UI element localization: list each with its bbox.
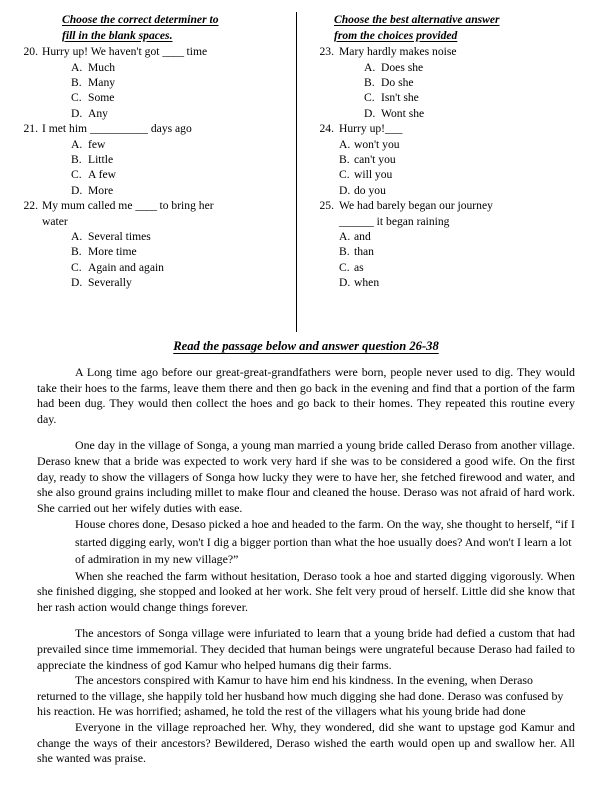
question-20-stem-pre: Hurry up! We haven't got [42,45,160,59]
passage-paragraph-1: A Long time ago before our great-great-grandfathers were born, people never used to dig. They would take their hoes to the farms, leave them there and then go back in the evening and find that a portion of the farm had been dug. They would then collect the hoes and go back to their homes. They repeated this routine every day. [37,365,575,426]
passage-heading [0,338,612,355]
option-24-b-letter: B. [339,153,350,167]
option-23-d[interactable] [364,106,580,121]
passage-paragraph-2: One day in the village of Songa, a young man married a young bride called Deraso from another village. Deraso knew that a bride was expected to work very hard if she was to be considered a good wife. On the first day, ready to show the villagers of Songa how lucky they were to have her, she fetched firewood and water, and she also ground grains including millet to make flour and cleaned the house. Deraso was not afraid of hard work. She carried out her wifely duties with ease. [37,438,575,515]
question-22-stem-pre: My mum called me [42,199,133,213]
option-23-c[interactable] [364,90,580,105]
option-23-a-text: Does she [381,60,424,74]
option-22-d-text: Severally [88,276,132,290]
option-20-c-text: Some [88,91,115,105]
question-24-text: Hurry up!___ [339,122,403,136]
question-22-options [18,229,286,291]
question-22-number: 22. [23,199,38,213]
option-23-a-letter: A. [364,60,376,74]
multiple-choice-section [0,0,612,334]
option-25-c-letter: C. [339,260,350,274]
option-24-a-letter: A. [339,137,351,151]
question-20-text [42,44,286,59]
option-25-d-text: when [354,276,380,290]
question-24 [312,121,580,198]
option-23-d-text: Wont she [381,106,425,120]
option-23-b-letter: B. [364,76,375,89]
passage-paragraph-5: The ancestors of Songa village were infuriated to learn that a young bride had defied a custom that had prevailed since time immemorial. They decided that human beings were ungrateful because Deraso had failed to appreciate the kindness of god Kamur who helped humans dig their farms. [37,626,575,672]
option-22-c[interactable] [71,260,286,275]
option-22-b-letter: B. [71,245,82,259]
question-25 [312,198,580,290]
question-23-stem [312,44,580,59]
question-21-stem-post: days ago [150,122,192,136]
option-20-b-text: Many [88,76,116,89]
option-21-c-text: A few [88,168,117,182]
option-20-d-letter: D. [71,106,83,120]
option-24-a[interactable] [339,137,580,152]
option-24-b[interactable] [339,152,580,167]
option-20-a-letter: A. [71,60,83,74]
question-25-number: 25. [319,199,334,213]
option-23-b[interactable] [364,75,580,90]
option-23-b-text: Do she [381,76,414,89]
passage-paragraph-3: House chores done, Desaso picked a hoe and headed to the farm. On the way, she thought to herself, “if I started digging early, won't I dig a bigger portion than what the hoe usually does? And won't I learn a lot of admiration in my new village?” [75,517,575,567]
option-21-d-text: More [88,183,114,197]
option-23-c-text: Isn't she [381,91,419,105]
question-21-stem-pre: I met him [42,122,88,136]
option-22-a-letter: A. [71,230,83,244]
passage-section [0,338,612,767]
option-23-c-letter: C. [364,91,375,105]
question-21-number: 21. [23,122,38,136]
option-22-b[interactable] [71,244,286,259]
question-25-continuation: ______ it began raining [339,214,450,228]
option-25-d[interactable] [339,275,580,290]
left-column-heading [18,12,286,43]
option-22-a-text: Several times [88,230,151,244]
passage-body [37,365,575,767]
option-21-b-letter: B. [71,153,82,167]
option-22-b-text: More time [88,245,137,259]
option-24-c-letter: C. [339,168,350,182]
question-22 [18,198,286,290]
passage-heading-text: Read the passage below and answer question 26-38 [173,339,439,353]
question-23-number: 23. [319,45,334,59]
option-20-a[interactable] [71,60,286,75]
option-25-d-letter: D. [339,276,351,290]
option-25-a-letter: A. [339,230,351,244]
question-22-stem-post: to bring her [159,199,214,213]
option-21-d-letter: D. [71,183,83,197]
question-22-text [42,198,286,213]
option-21-a-text: few [88,137,106,151]
option-20-d-text: Any [88,106,108,120]
option-21-b-text: Little [88,153,114,167]
question-23-options [312,60,580,122]
right-column-heading-line2: from the choices provided [334,28,458,42]
option-24-d[interactable] [339,183,580,198]
passage-paragraph-4: When she reached the farm without hesitation, Deraso took a hoe and started digging vigorously. When she finished digging, she stopped and looked at her work. She felt very proud of herself. Little did she know that her rash action would change things forever. [37,568,575,614]
question-23-text: Mary hardly makes noise [339,45,457,59]
option-24-d-text: do you [354,183,386,197]
question-21-options [18,137,286,199]
question-20-blank [162,45,183,58]
option-22-d[interactable] [71,275,286,290]
option-21-c-letter: C. [71,168,82,182]
option-24-c[interactable] [339,167,580,182]
option-23-a[interactable] [364,60,580,75]
option-25-a-text: and [354,230,371,244]
left-column-heading-line1: Choose the correct determiner to [62,13,219,26]
option-25-a[interactable] [339,229,580,244]
option-24-b-text: can't you [354,153,396,167]
question-20-stem [18,44,286,59]
question-20-options [18,60,286,122]
right-column-heading [312,12,580,43]
question-25-stem [312,198,580,213]
option-22-c-text: Again and again [88,260,164,274]
option-20-c-letter: C. [71,91,82,105]
option-25-b-letter: B. [339,245,350,259]
question-21-stem [18,121,286,136]
passage-paragraph-7: Everyone in the village reproached her. Why, they wondered, did she want to upstage god Kamur and change the ways of their ancestors? Bewildered, Deraso wished the earth would open up and swallow her. All she wanted was praise. [37,719,575,766]
option-25-b-text: than [354,245,374,259]
option-22-c-letter: C. [71,260,82,274]
option-20-d[interactable] [71,106,286,121]
option-20-c[interactable] [71,90,286,105]
question-24-options [312,137,580,199]
option-22-d-letter: D. [71,276,83,290]
option-20-b[interactable] [71,75,286,90]
right-column-heading-line1: Choose the best alternative answer [334,13,500,26]
mcq-left-column [18,12,286,291]
question-25-options [312,229,580,291]
option-22-a[interactable] [71,229,286,244]
question-25-text: We had barely began our journey [339,199,493,213]
question-20-stem-post: time [186,45,208,59]
option-21-c[interactable] [71,167,286,182]
option-20-b-letter: B. [71,76,82,89]
question-20 [18,44,286,121]
option-21-a-letter: A. [71,137,83,151]
option-21-a[interactable] [71,137,286,152]
question-24-stem [312,121,580,136]
question-23 [312,44,580,121]
left-column-heading-line2: fill in the blank spaces. [62,28,173,42]
question-20-number: 20. [23,45,38,59]
question-21 [18,121,286,198]
mcq-right-column [312,12,580,291]
option-21-d[interactable] [71,183,286,198]
option-25-b[interactable] [339,244,580,259]
option-24-d-letter: D. [339,183,351,197]
question-24-number: 24. [319,122,334,136]
option-24-a-text: won't you [354,137,400,151]
option-21-b[interactable] [71,152,286,167]
column-divider-rule [296,12,297,332]
question-22-blank [135,199,156,212]
option-20-a-text: Much [88,60,116,74]
option-24-c-text: will you [354,168,393,182]
option-25-c-text: as [354,260,364,274]
passage-paragraph-6: The ancestors conspired with Kamur to have him end his kindness. In the evening, when Deraso returned to the village, she happily told her husband how much digging she had done. Deraso was confused by his reaction. He was horrified; ashamed, he told the rest of the villagers what his young bride had done [37,673,564,719]
question-21-blank: __________ [90,122,148,136]
question-22-continuation: water [42,214,68,228]
question-21-text [42,121,286,136]
option-23-d-letter: D. [364,106,376,120]
option-25-c[interactable] [339,260,580,275]
question-22-stem [18,198,286,213]
